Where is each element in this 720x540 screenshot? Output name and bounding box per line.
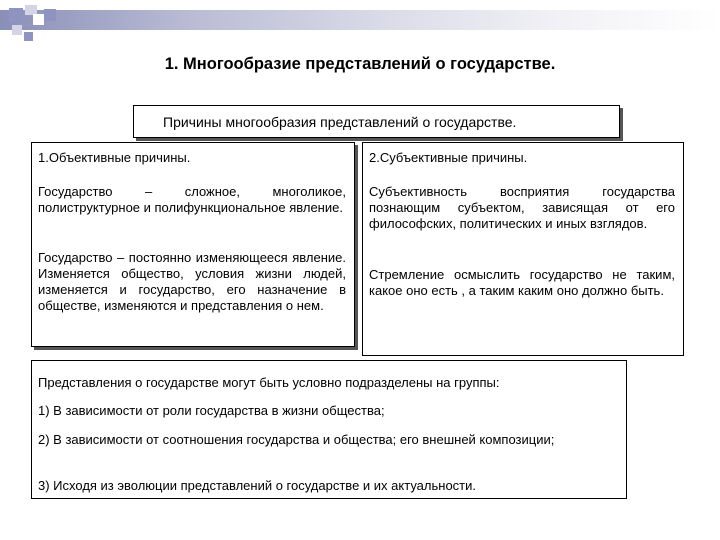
decor-square-light — [12, 25, 22, 35]
decor-square-blue — [9, 8, 23, 22]
decor-square-blue — [24, 32, 33, 41]
header-gradient-bar — [0, 10, 720, 30]
objective-paragraph-2: Государство – постоянно изменяющееся явление. Изменяется общество, условия жизни людей, изменяется и государство, его назначение в обществе, изменяются и представления о нем. — [38, 250, 346, 313]
subjective-heading: 2.Субъективные причины. — [369, 150, 528, 165]
group-item: 1) В зависимости от роли государства в жизни общества; — [38, 403, 385, 418]
groups-box — [31, 360, 627, 499]
subjective-paragraph-2: Стремление осмыслить государство не таким, какое оно есть , а таким каким оно должно быть. — [369, 267, 675, 298]
subjective-reasons-box — [362, 142, 684, 356]
slide-title: 1. Многообразие представлений о государстве. — [164, 55, 556, 73]
objective-heading: 1.Объективные причины. — [38, 150, 191, 165]
objective-reasons-box — [31, 142, 355, 347]
decor-square-white — [33, 14, 44, 25]
reasons-title: Причины многообразия представлений о государстве. — [163, 114, 517, 130]
groups-intro: Представления о государстве могут быть условно подразделены на группы: — [38, 375, 500, 390]
group-item: 3) Исходя из эволюции представлений о государстве и их актуальности. — [38, 478, 477, 493]
decor-square-blue — [44, 9, 56, 21]
subjective-paragraph-1: Субъективность восприятия государства познающим субъектом, зависящая от его философских, политических и иных взглядов. — [369, 184, 675, 231]
reasons-title-box — [133, 105, 620, 138]
objective-paragraph-1: Государство – сложное, многоликое, полиструктурное и полифункциональное явление. — [38, 184, 346, 215]
group-item: 2) В зависимости от соотношения государства и общества; его внешней композиции; — [38, 432, 555, 447]
